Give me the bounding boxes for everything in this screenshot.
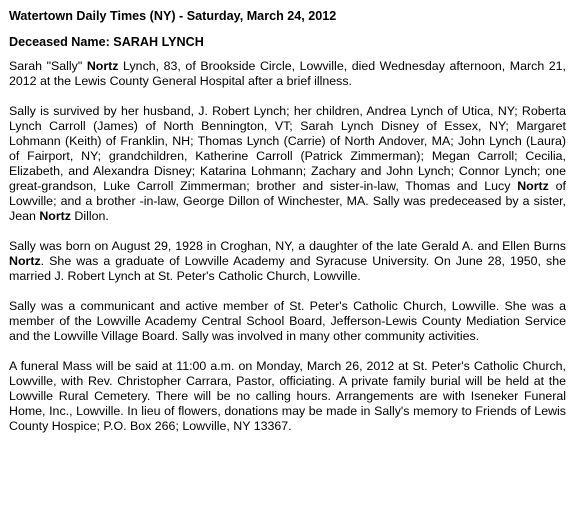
obituary-paragraph xyxy=(9,239,566,284)
paragraph-text: Sally is survived by her husband, J. Robert Lynch; her children, Andrea Lynch of Utica, NY; Roberta Lynch Carroll (James) of North Bennington, VT; Sarah Lynch Disney of Essex, NY; Margaret Lohmann (Keith) of Franklin, NH; Thomas Lynch (Carrie) of North Andover, MA; John Lynch (Laura) of Fairport, NY; grandchildren, Katherine Carroll (Patrick Zimmerman); Megan Carroll; Cecilia, Elizabeth, and Alexandra Disney; Katarina Lohmann; Zachary and John Lynch; Connor Lynch; one great-grandson, Luke Carroll Zimmerman; brother and sister-in-law, Thomas and Lucy xyxy=(9,104,566,193)
highlighted-surname: Nortz xyxy=(39,209,71,223)
paragraph-text: Sally was a communicant and active member of St. Peter's Catholic Church, Lowville. She was a member of the Lowville Academy Central School Board, Jefferson-Lewis County Mediation Service and the Lowville Village Board. Sally was involved in many other community activities. xyxy=(9,299,566,343)
newspaper-header: Watertown Daily Times (NY) - Saturday, March 24, 2012 xyxy=(9,9,337,23)
paragraph-text: A funeral Mass will be said at 11:00 a.m. on Monday, March 26, 2012 at St. Peter's Catholic Church, Lowville, with Rev. Christopher Carrara, Pastor, officiating. A private family burial will be held at the Lowville Rural Cemetery. There will be no calling hours. Arrangements are with Iseneker Funeral Home, Inc., Lowville. In lieu of flowers, donations may be made in Sally's memory to Friends of Lewis County Hospice; P.O. Box 266; Lowville, NY 13367. xyxy=(9,359,566,433)
deceased-name-heading: Deceased Name: SARAH LYNCH xyxy=(9,35,204,49)
highlighted-surname: Nortz xyxy=(9,254,41,268)
paragraph-text: of Lowville; and a brother -in-law, George Dillon of Winchester, MA. Sally was predeceased by a sister, Jean xyxy=(9,179,566,223)
obituary-paragraph xyxy=(9,299,566,344)
obituary-paragraph xyxy=(9,59,566,89)
obituary-paragraph xyxy=(9,359,566,434)
highlighted-surname: Nortz xyxy=(517,179,549,193)
obituary-body xyxy=(9,59,566,434)
paragraph-text: Lynch, 83, of Brookside Circle, Lowville, died Wednesday afternoon, March 21, 2012 at the Lewis County General Hospital after a brief illness. xyxy=(9,59,566,88)
obituary-paragraph xyxy=(9,104,566,224)
paragraph-text: Sarah "Sally" xyxy=(9,59,87,73)
paragraph-text: Sally was born on August 29, 1928 in Croghan, NY, a daughter of the late Gerald A. and Ellen Burns xyxy=(9,239,566,253)
paragraph-text: . She was a graduate of Lowville Academy and Syracuse University. On June 28, 1950, she married J. Robert Lynch at St. Peter's Catholic Church, Lowville. xyxy=(9,254,566,283)
highlighted-surname: Nortz xyxy=(86,59,119,73)
paragraph-text: Dillon. xyxy=(70,209,109,223)
